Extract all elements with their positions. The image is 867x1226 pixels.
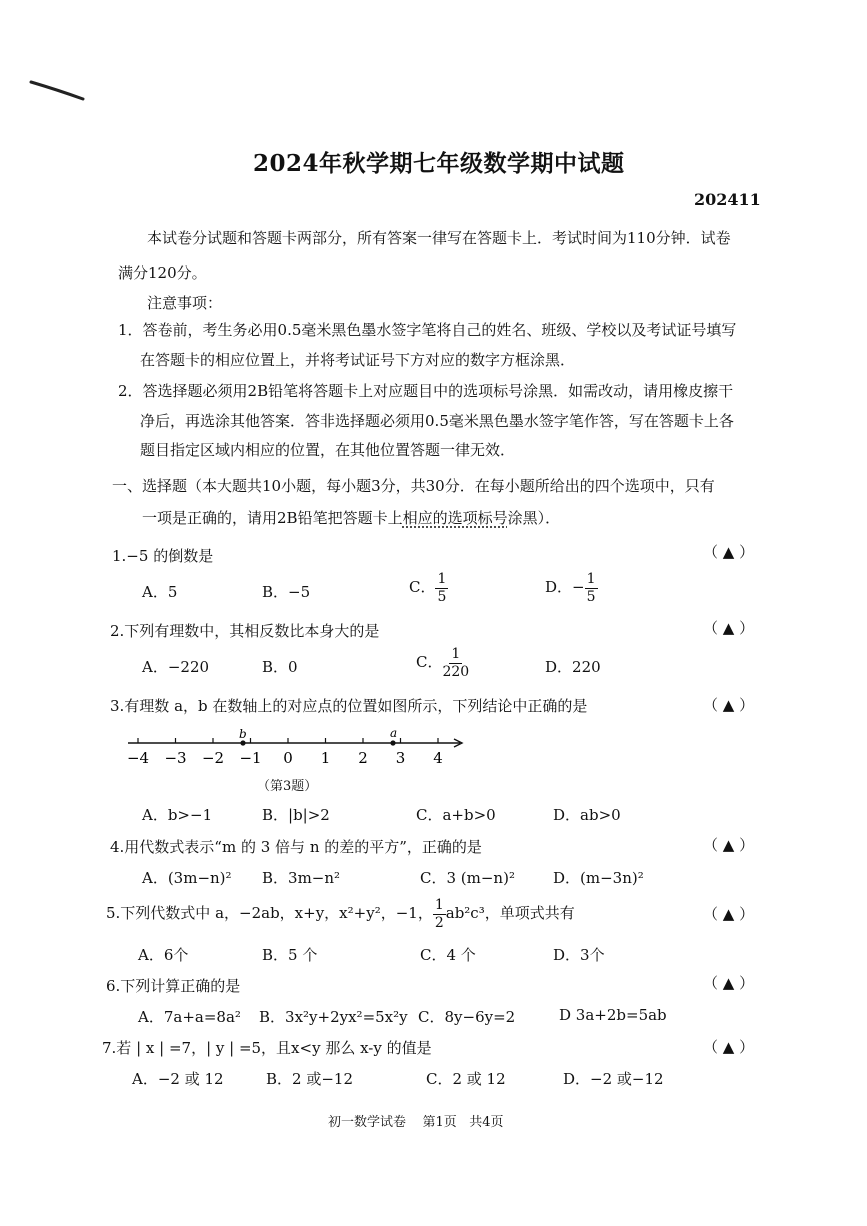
question-3-option-c: C．a+b>0 [416, 806, 496, 824]
note-2-line-2: 净后，再选涂其他答案．答非选择题必须用0.5毫米黑色墨水签字笔作答，写在答题卡上各 [140, 412, 734, 430]
note-2-line-1: 2．答选择题必须用2B铅笔将答题卡上对应题目中的选项标号涂黑．如需改动，请用橡皮擦干 [118, 382, 734, 400]
section-heading-line-1: 一、选择题（本大题共10小题，每小题3分，共30分．在每小题所给出的四个选项中，只有 [112, 477, 715, 495]
note-1-line-1: 1．答卷前，考生务必用0.5毫米黑色墨水签字笔将自己的姓名、班级、学校以及考试证号填写 [118, 321, 737, 339]
question-1-option-d-label: D．− [545, 578, 585, 597]
question-1-option-b: B．−5 [262, 583, 311, 601]
question-5-option-b: B．5 个 [262, 946, 318, 964]
question-1-option-c [409, 572, 448, 604]
question-7-option-d: D．−2 或−12 [563, 1070, 664, 1088]
question-7-answer-mark: （ ▲ ） [703, 1038, 755, 1056]
number-line-tick-label: −3 [164, 749, 187, 767]
page-footer: 初一数学试卷 第1页 共4页 [328, 1115, 504, 1130]
note-1-line-2: 在答题卡的相应位置上，并将考试证号下方对应的数字方框涂黑． [140, 351, 576, 369]
question-5-stem-pre: 5.下列代数式中 a，−2ab，x+y，x²+y²，−1， [106, 904, 433, 923]
question-6-answer-mark: （ ▲ ） [703, 974, 755, 992]
note-2-line-3: 题目指定区域内相应的位置，在其他位置答题一律无效． [140, 441, 516, 459]
question-1-answer-mark: （ ▲ ） [703, 543, 755, 561]
question-4-answer-mark: （ ▲ ） [703, 836, 755, 854]
question-4-stem: 4.用代数式表示“m 的 3 倍与 n 的差的平方”，正确的是 [110, 838, 482, 856]
fraction-numerator: 1 [586, 571, 596, 587]
number-line-tick-label: 0 [283, 749, 293, 767]
question-1-option-d [545, 572, 598, 604]
question-1-option-c-fraction [435, 572, 448, 604]
question-3-option-a: A．b>−1 [142, 806, 213, 824]
number-line-tick-label: 2 [358, 749, 368, 767]
number-line-tick-label: 3 [395, 749, 406, 767]
fraction-numerator: 1 [437, 571, 447, 587]
intro-line-2: 满分120分。 [118, 264, 207, 282]
point-b-dot [240, 740, 245, 745]
section-heading-dotted: 相应的选项标号 [402, 509, 508, 527]
point-a-label: a [390, 726, 398, 740]
point-b-label: b [239, 727, 247, 741]
number-line-tick-label: −4 [126, 749, 150, 767]
question-2-answer-mark: （ ▲ ） [703, 619, 755, 637]
question-2-stem: 2.下列有理数中，其相反数比本身大的是 [110, 622, 380, 640]
question-4-option-c: C．3 (m−n)² [420, 869, 515, 887]
question-5-fraction [433, 898, 446, 930]
question-2-option-d: D．220 [545, 658, 601, 676]
pencil-mark [28, 78, 88, 104]
question-2-option-b: B．0 [262, 658, 298, 676]
question-5-option-a: A．6个 [138, 946, 189, 964]
section-heading-pre: 一项是正确的，请用2B铅笔把答题卡上 [142, 509, 403, 527]
question-5-answer-mark: （ ▲ ） [703, 905, 755, 923]
fraction-denominator: 2 [434, 914, 444, 931]
question-3-option-d: D．ab>0 [553, 806, 621, 824]
exam-code: 202411 [694, 190, 761, 209]
question-6-stem: 6.下列计算正确的是 [106, 977, 241, 995]
question-1-option-c-label: C． [409, 578, 436, 597]
question-6-option-c: C．8y−6y=2 [418, 1008, 516, 1026]
question-4-option-a: A．(3m−n)² [142, 869, 232, 887]
question-2-option-c-fraction [442, 647, 469, 679]
question-3-option-b: B．|b|>2 [262, 806, 330, 824]
question-7-stem: 7.若 | x | =7，| y | =5，且x<y 那么 x-y 的值是 [102, 1039, 432, 1057]
question-6-option-a: A．7a+a=8a² [138, 1008, 241, 1026]
section-heading-post: 涂黑）． [507, 509, 561, 527]
question-1-stem: 1.−5 的倒数是 [112, 547, 214, 565]
figure-caption: （第3题） [257, 779, 318, 794]
question-1-option-a: A．5 [142, 583, 178, 601]
question-2-option-c-label: C． [416, 653, 443, 672]
question-3-stem: 3.有理数 a，b 在数轴上的对应点的位置如图所示，下列结论中正确的是 [110, 697, 588, 715]
page-title: 2024年秋学期七年级数学期中试题 [253, 150, 625, 177]
fraction-denominator: 5 [586, 588, 596, 605]
number-line [118, 722, 470, 772]
number-line-tick-label: 1 [320, 749, 331, 767]
question-5-option-c: C．4 个 [420, 946, 476, 964]
question-5-option-d: D．3个 [553, 946, 605, 964]
question-6-option-d: D 3a+2b=5ab [559, 1006, 667, 1024]
question-7-option-c: C．2 或 12 [426, 1070, 506, 1088]
question-6-option-b: B．3x²y+2yx²=5x²y [259, 1008, 408, 1026]
question-7-option-b: B．2 或−12 [266, 1070, 353, 1088]
notes-heading: 注意事项： [147, 294, 223, 312]
question-5-stem [106, 898, 575, 930]
question-3-answer-mark: （ ▲ ） [703, 696, 755, 714]
question-5-stem-post: ab²c³，单项式共有 [445, 904, 575, 923]
number-line-tick-label: −2 [201, 749, 225, 767]
question-7-option-a: A．−2 或 12 [132, 1070, 224, 1088]
fraction-denominator: 5 [437, 588, 447, 605]
fraction-numerator: 1 [434, 897, 444, 913]
intro-line-1: 本试卷分试题和答题卡两部分，所有答案一律写在答题卡上．考试时间为110分钟．试卷 [147, 229, 731, 247]
question-2-option-c [416, 647, 469, 679]
section-heading-line-2 [142, 507, 560, 528]
fraction-denominator: 220 [442, 663, 470, 680]
question-1-option-d-fraction [585, 572, 598, 604]
number-line-tick-label: 4 [433, 749, 443, 767]
question-2-option-a: A．−220 [142, 658, 210, 676]
number-line-tick-label: −1 [239, 749, 262, 767]
fraction-numerator: 1 [451, 646, 461, 662]
question-4-option-d: D．(m−3n)² [553, 869, 644, 887]
question-4-option-b: B．3m−n² [262, 869, 341, 887]
point-a-dot [390, 740, 395, 745]
